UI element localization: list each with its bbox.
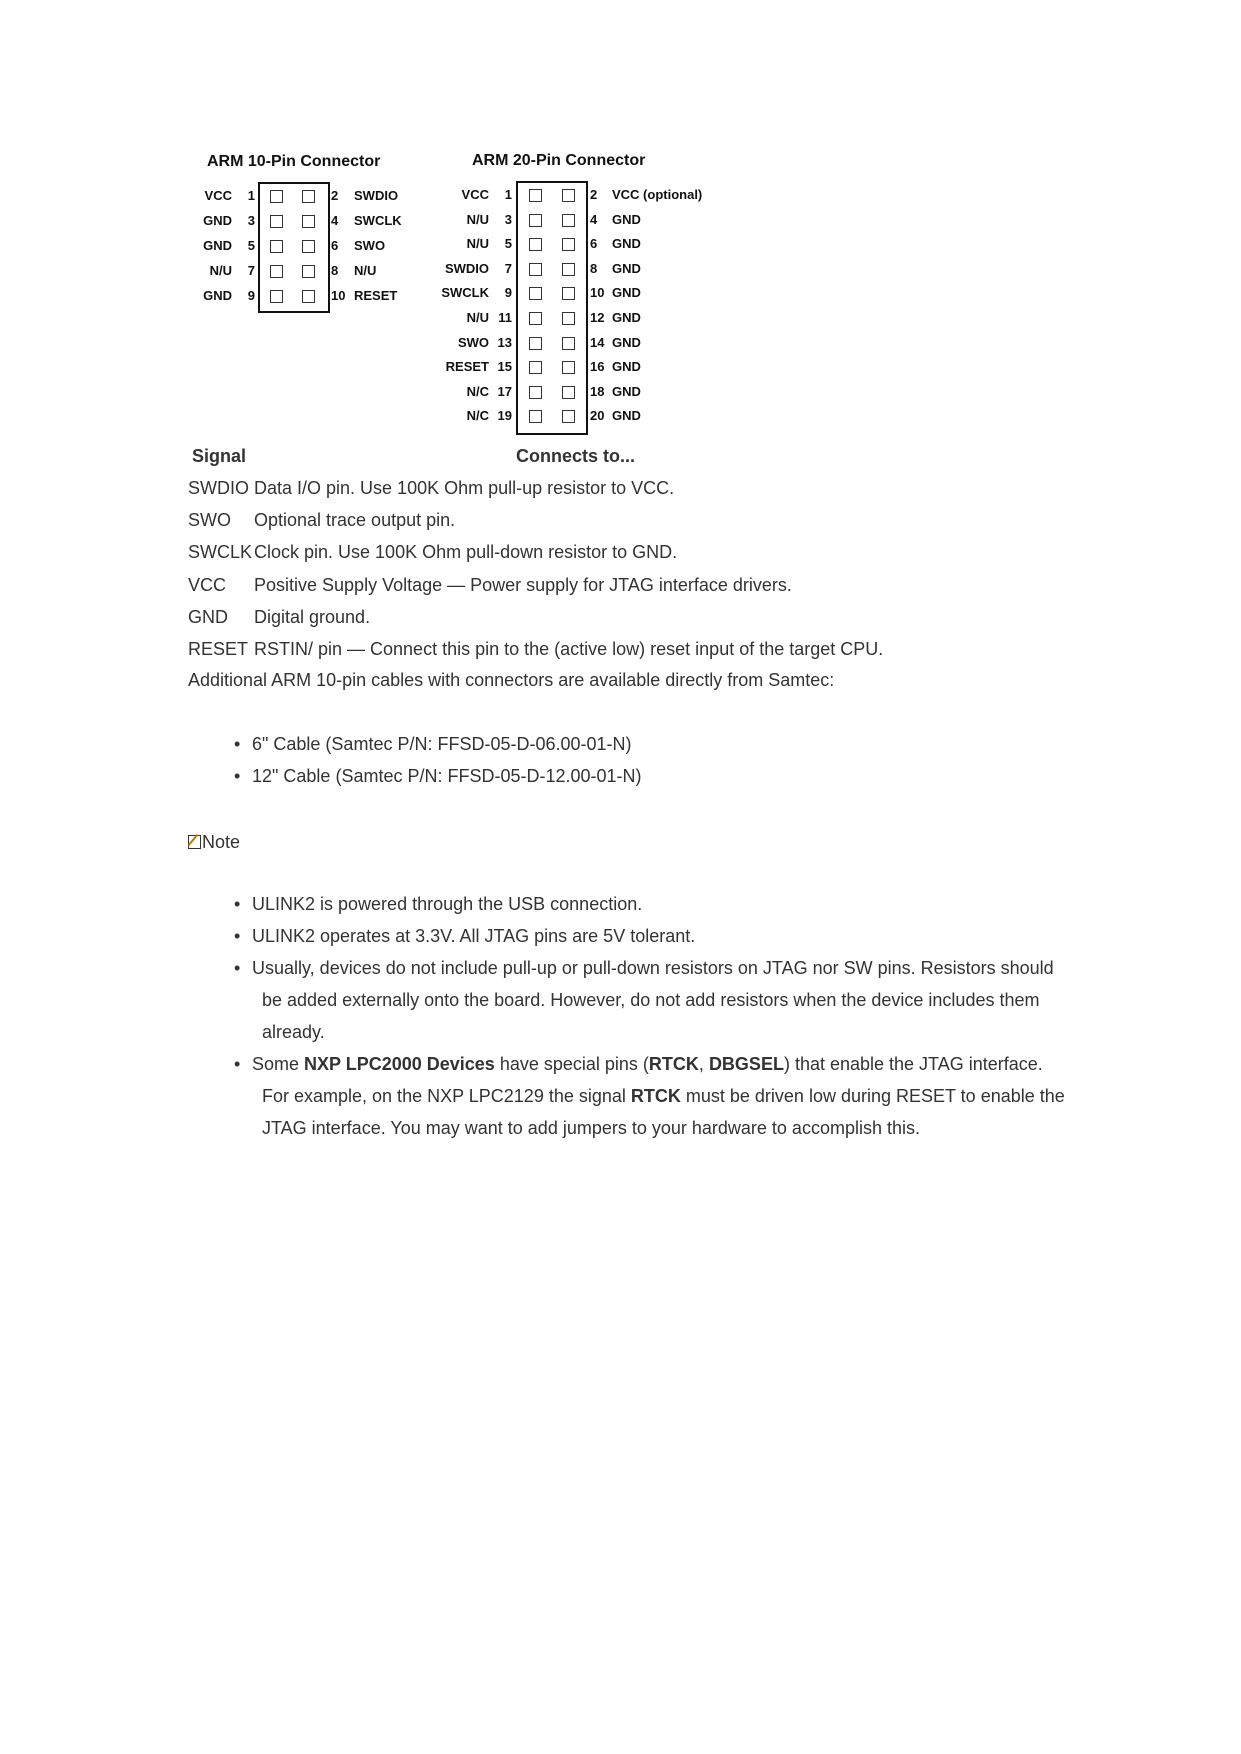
cables-intro: Additional ARM 10-pin cables with connectors are available directly from Samtec: xyxy=(188,670,835,690)
connector-outline xyxy=(258,182,330,313)
pin-name: GND xyxy=(612,334,641,350)
pin-number: 5 xyxy=(247,238,255,253)
table-row xyxy=(188,541,677,563)
pin-name: VCC xyxy=(204,188,232,203)
pin-number: 8 xyxy=(331,263,339,278)
connector-10-title: ARM 10-Pin Connector xyxy=(207,153,381,170)
pin-name: N/U xyxy=(466,236,489,252)
pin-number: 9 xyxy=(504,285,512,301)
pin-number: 9 xyxy=(247,288,255,303)
cables-list xyxy=(188,728,1068,792)
signal-desc: Clock pin. Use 100K Ohm pull-down resistor to GND. xyxy=(254,542,678,562)
list-item: • ULINK2 operates at 3.3V. All JTAG pins are 5V tolerant. xyxy=(188,920,1068,952)
pin-name: VCC xyxy=(461,187,489,202)
text: have special pins ( xyxy=(494,1054,649,1074)
table-header-connects: Connects to... xyxy=(516,446,636,466)
pin-number: 10 xyxy=(590,285,605,301)
pin-name: N/U xyxy=(354,263,377,278)
pin-number: 3 xyxy=(247,213,255,228)
pin-name: SWDIO xyxy=(354,188,399,203)
pin-number: 7 xyxy=(504,260,512,276)
list-item: • Usually, devices do not include pull-up or pull-down resistors on JTAG nor SW pins. Resistors should be added externally onto the board. However, do not add resistors when the device includes them already. xyxy=(188,952,1068,1048)
pin-name: GND xyxy=(612,383,641,399)
signal-desc: RSTIN/ pin — Connect this pin to the (active low) reset input of the target CPU. xyxy=(254,639,884,659)
pin-number: 10 xyxy=(331,288,346,303)
pin-name: GND xyxy=(612,310,641,325)
pin-number: 2 xyxy=(590,187,598,202)
table-row xyxy=(188,509,455,531)
pin-name: SWO xyxy=(354,238,386,253)
pin-name: N/U xyxy=(209,263,232,278)
bold-text: DBGSEL xyxy=(708,1054,784,1074)
list-item: • 12" Cable (Samtec P/N: FFSD-05-D-12.00-01-N) xyxy=(188,760,1068,792)
text: must be driven low during RESET to enable the JTAG interface. You may want to add jumpers to your hardware to accomplish this. xyxy=(262,1086,1065,1138)
table-row xyxy=(188,638,883,660)
pin-number: 13 xyxy=(497,334,512,350)
pin-number: 18 xyxy=(590,383,605,399)
table-header-signal: Signal xyxy=(192,446,247,466)
signal-name: RESET xyxy=(188,639,249,659)
pin-number: 11 xyxy=(498,310,512,325)
signal-name: SWDIO xyxy=(188,478,249,498)
pin-number: 5 xyxy=(504,236,512,252)
pin-name: SWO xyxy=(457,334,489,350)
pin-name: GND xyxy=(612,359,641,375)
list-item xyxy=(188,1048,1068,1144)
signal-desc: Positive Supply Voltage — Power supply for JTAG interface drivers. xyxy=(254,575,792,595)
pin-name: N/U xyxy=(466,211,489,227)
pin-number: 3 xyxy=(504,211,512,227)
pin-name: GND xyxy=(612,211,641,227)
pin-number: 4 xyxy=(331,213,339,228)
signal-desc: Optional trace output pin. xyxy=(254,510,456,530)
signal-name: VCC xyxy=(188,575,227,595)
pin-number: 16 xyxy=(590,359,605,375)
pin-name: SWCLK xyxy=(354,213,402,228)
pin-number: 20 xyxy=(590,408,605,424)
pin-number: 15 xyxy=(497,359,512,375)
pin-number: 19 xyxy=(497,408,512,424)
pin-number: 2 xyxy=(331,188,339,203)
text: , xyxy=(698,1054,709,1074)
connector-outline xyxy=(516,181,588,435)
pin-name: SWDIO xyxy=(444,260,489,276)
pin-name: N/C xyxy=(466,408,489,424)
pin-name: GND xyxy=(612,236,641,252)
pin-name: SWCLK xyxy=(441,285,489,301)
text: Some xyxy=(252,1054,305,1074)
pin-number: 4 xyxy=(590,211,598,227)
pin-name: GND xyxy=(203,213,232,228)
bold-text: NXP LPC2000 Devices xyxy=(304,1054,495,1074)
signal-desc: Digital ground. xyxy=(254,607,371,627)
pin-number: 12 xyxy=(590,310,605,325)
signal-name: GND xyxy=(188,607,228,627)
pin-number: 1 xyxy=(247,188,255,203)
connector-20-title: ARM 20-Pin Connector xyxy=(472,152,646,169)
note-icon xyxy=(188,835,201,849)
pin-name: GND xyxy=(612,260,641,276)
bold-text: RTCK xyxy=(648,1054,699,1074)
pin-name: GND xyxy=(612,408,641,424)
note-label: Note xyxy=(202,832,241,852)
pin-name: GND xyxy=(203,288,232,303)
note-heading xyxy=(188,832,240,853)
pin-name: RESET xyxy=(354,288,398,303)
pin-number: 1 xyxy=(504,187,512,202)
list-item: • 6" Cable (Samtec P/N: FFSD-05-D-06.00-01-N) xyxy=(188,728,1068,760)
list-item: • ULINK2 is powered through the USB connection. xyxy=(188,888,1068,920)
pin-name: VCC (optional) xyxy=(612,187,703,202)
pin-number: 6 xyxy=(590,236,598,252)
table-row xyxy=(188,477,674,499)
table-row xyxy=(188,606,370,628)
signal-name: SWCLK xyxy=(188,542,253,562)
bold-text: RTCK xyxy=(630,1086,681,1106)
text: ) that enable the JTAG interface. For example, on the NXP LPC2129 the signal xyxy=(262,1054,1043,1106)
pin-number: 14 xyxy=(590,334,605,350)
pin-number: 7 xyxy=(247,263,255,278)
pin-name: N/U xyxy=(466,310,489,325)
pin-name: GND xyxy=(612,285,641,301)
pin-name: GND xyxy=(203,238,232,253)
signal-desc: Data I/O pin. Use 100K Ohm pull-up resistor to VCC. xyxy=(254,478,675,498)
pin-number: 8 xyxy=(590,260,598,276)
pin-number: 6 xyxy=(331,238,339,253)
pin-number: 17 xyxy=(497,383,512,399)
pin-name: N/C xyxy=(466,383,489,399)
signal-name: SWO xyxy=(188,510,231,530)
pin-name: RESET xyxy=(445,359,489,375)
notes-list xyxy=(188,888,1068,1144)
table-row xyxy=(188,574,792,596)
